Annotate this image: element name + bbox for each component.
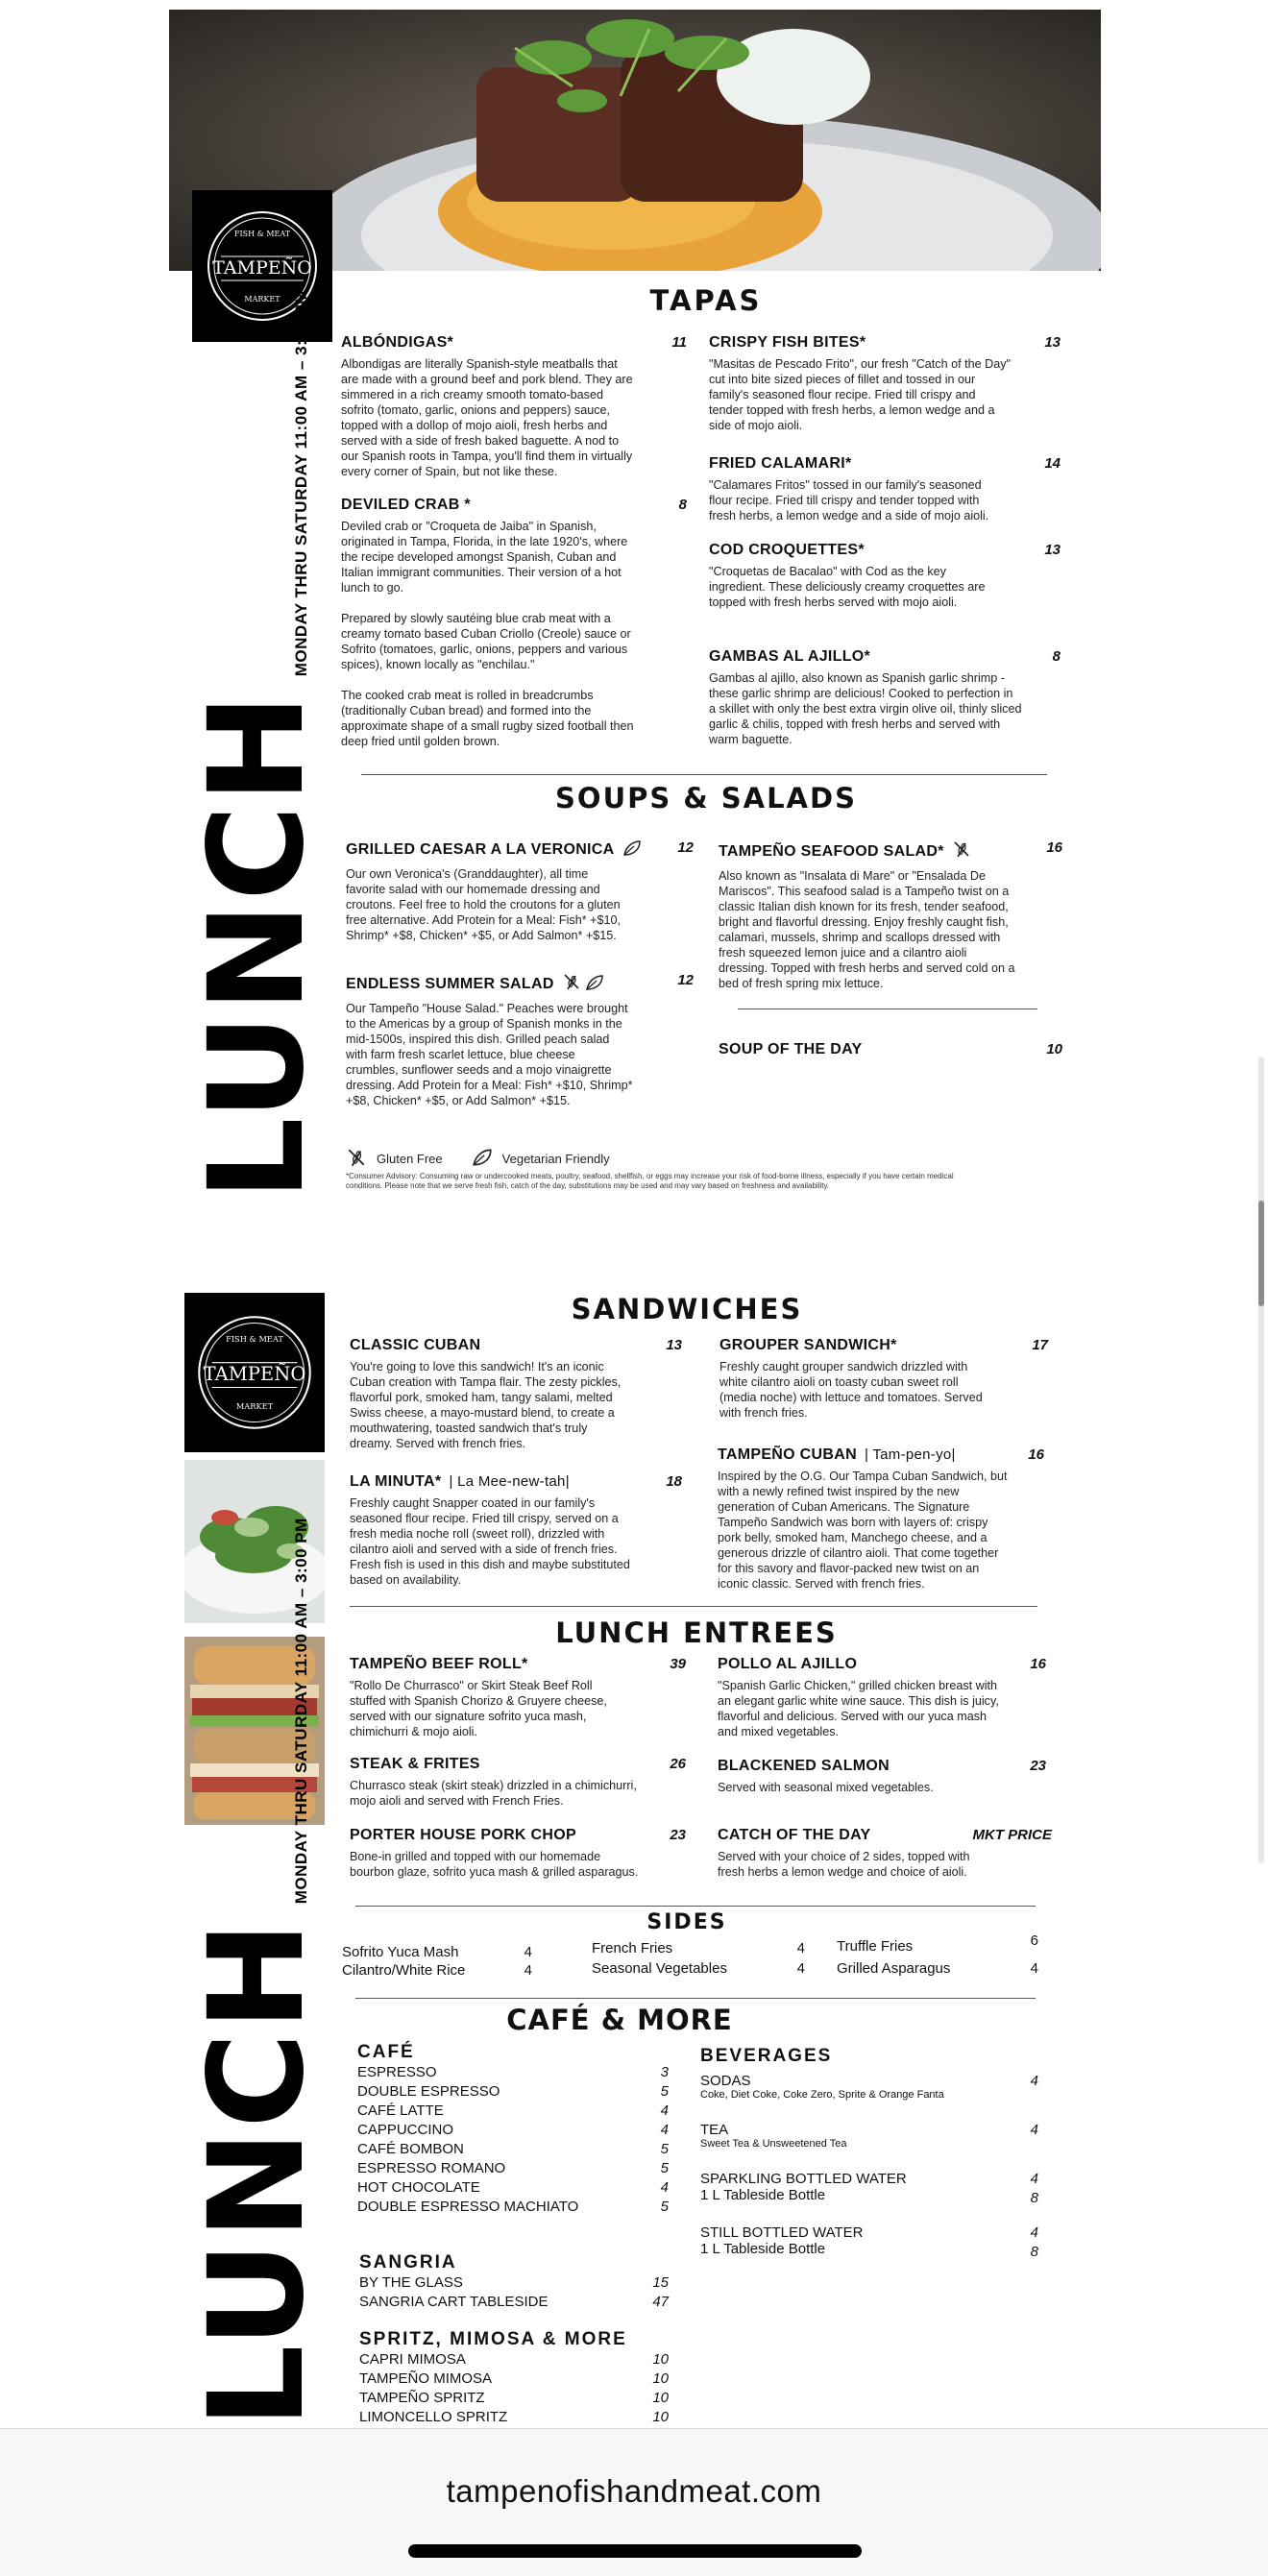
item-name: ALBÓNDIGAS* <box>341 334 454 351</box>
row-name: ESPRESSO <box>357 2064 437 2080</box>
side-name: Seasonal Vegetables <box>592 1960 727 1977</box>
side-item <box>837 1960 1038 1977</box>
item-price: 16 <box>1030 1656 1046 1672</box>
menu-row <box>359 2389 669 2408</box>
side-price: 4 <box>796 1940 805 1956</box>
item-price: 39 <box>670 1656 686 1672</box>
beverage-detail: Coke, Diet Coke, Coke Zero, Sprite & Orange Fanta <box>700 2089 944 2101</box>
logo-ring-top: FISH & MEAT <box>233 230 291 238</box>
menu-row <box>357 2198 669 2217</box>
item-price: 13 <box>1044 334 1061 351</box>
item-description: Our Tampeño "House Salad." Peaches were brought to the Americas by a group of Spanish monks in the mid-1500s, inspired this dish. Grilled peach salad with farm fresh scarlet lettuce, blue cheese crumbles, sunflower seeds and a mojo vinaigrette dressing. Add Protein for a Meal: Fish* +$10, Shrimp* +$8, Chicken* +$5, or Add Salmon* +$15. <box>346 1002 633 1107</box>
row-name: SANGRIA CART TABLESIDE <box>359 2294 549 2310</box>
item-name: STEAK & FRITES <box>350 1756 480 1772</box>
item-description: Freshly caught grouper sandwich drizzled with white cilantro aioli on toasty cuban sweet roll (media noche) with lettuce and tomatoes. Served with french fries. <box>719 1360 983 1420</box>
side-item <box>592 1940 805 1956</box>
tapas-item <box>341 497 687 749</box>
item-description: Churrasco steak (skirt steak) drizzled in a chimichurri, mojo aioli and served with French Fries. <box>350 1779 637 1808</box>
item-price: 23 <box>1030 1758 1046 1774</box>
item-name: GROUPER SANDWICH* <box>719 1337 897 1353</box>
item-description: Bone-in grilled and topped with our homemade bourbon glaze, sofrito yuca mash & grilled asparagus. <box>350 1850 639 1879</box>
item-description: "Croquetas de Bacalao" with Cod as the key ingredient. These deliciously creamy croquettes are topped with fresh herbs served with mojo aioli. <box>709 565 986 609</box>
tapas-item <box>709 542 1061 610</box>
item-name: TAMPEÑO SEAFOOD SALAD* <box>719 843 944 860</box>
item-description: You're going to love this sandwich! It's an iconic Cuban creation with Tampa flair. The zesty pickles, flavorful pork, smoked ham, tangy salami, melted Swiss cheese, a mayo-mustard blend, to create a mouthwatering, toasted sandwich that's truly dreamy. Served with french fries. <box>350 1360 622 1450</box>
item-name: CLASSIC CUBAN <box>350 1337 481 1353</box>
section-divider <box>355 1998 1036 1999</box>
side-name: French Fries <box>592 1940 673 1956</box>
section-divider <box>350 1606 1037 1607</box>
cafe-list <box>357 2042 669 2217</box>
side-name: Truffle Fries <box>837 1938 914 1955</box>
item-price: 10 <box>1046 1041 1062 1057</box>
home-indicator[interactable] <box>408 2544 862 2558</box>
item-name: GRILLED CAESAR A LA VERONICA <box>346 841 615 858</box>
item-name: CATCH OF THE DAY <box>718 1827 871 1843</box>
row-price: 4 <box>660 2122 669 2138</box>
sandwich-item <box>718 1446 1044 1592</box>
lunch-heading: LUNCH <box>182 692 333 1201</box>
item-description: Our own Veronica's (Granddaughter), all time favorite salad with our homemade dressing and croutons. Feel free to hold the croutons for a gluten free alternative. Add Protein for a Meal: Fish* +$10, Shrimp* +$8, Chicken* +$5, or Add Salmon* +$15. <box>346 867 621 942</box>
item-price: 23 <box>670 1827 686 1843</box>
item-name: ENDLESS SUMMER SALAD <box>346 976 554 992</box>
side-price: 4 <box>524 1944 532 1960</box>
side-name: Grilled Asparagus <box>837 1960 951 1977</box>
sandwich-item <box>350 1473 682 1588</box>
gluten-free-icon <box>346 1147 367 1171</box>
menu-row <box>357 2159 669 2178</box>
sangria-list <box>359 2252 669 2312</box>
beverage-detail: 1 L Tableside Bottle <box>700 2241 826 2257</box>
item-description: Freshly caught Snapper coated in our family's seasoned flour recipe. Fried till crispy, served on a fresh media noche roll (sweet roll), drizzled with cilantro aioli and served with a side of french fries. Fresh fish is used in this dish and maybe substituted based on availability. <box>350 1496 630 1587</box>
beverage-price: 4 <box>1030 2073 1038 2089</box>
row-name: CAPPUCCINO <box>357 2122 454 2138</box>
item-description: Gambas al ajillo, also known as Spanish garlic shrimp - these garlic shrimp are delicious! Cooked to perfection in a skillet with only the best extra virgin olive oil, thinly sliced garlic & chilis, topped with fresh herbs and served with warm baguette. <box>709 671 1022 746</box>
side-item <box>342 1962 532 1979</box>
item-name: LA MINUTA* <box>350 1473 442 1490</box>
row-name: TAMPEÑO MIMOSA <box>359 2370 493 2387</box>
item-price: 13 <box>666 1337 682 1353</box>
tapas-item <box>709 455 1061 523</box>
logo-ring-top: FISH & MEAT <box>226 1334 283 1345</box>
row-price: 5 <box>660 2083 669 2100</box>
lunch-entrees-title: LUNCH ENTREES <box>555 1616 838 1649</box>
menu-row <box>359 2369 669 2389</box>
item-price: 13 <box>1044 542 1061 558</box>
item-name: FRIED CALAMARI* <box>709 455 852 472</box>
row-price: 3 <box>660 2064 669 2080</box>
item-price: 14 <box>1044 455 1061 472</box>
row-price: 5 <box>660 2199 669 2215</box>
scrollbar-track[interactable] <box>1258 1057 1264 1863</box>
tapas-item <box>341 334 687 479</box>
item-name: DEVILED CRAB * <box>341 497 471 513</box>
beverage-price: 4 <box>1030 2171 1038 2187</box>
item-price: 17 <box>1032 1337 1048 1353</box>
row-name: DOUBLE ESPRESSO MACHIATO <box>357 2199 579 2215</box>
beverage-name: TEA <box>700 2122 729 2138</box>
salad-item <box>719 839 1062 991</box>
item-description: Served with your choice of 2 sides, topped with fresh herbs a lemon wedge and choice of aioli. <box>718 1850 970 1879</box>
item-name: SOUP OF THE DAY <box>719 1041 863 1057</box>
item-pronunciation: | La Mee-new-tah| <box>449 1473 570 1490</box>
side-name: Sofrito Yuca Mash <box>342 1944 459 1960</box>
item-name: TAMPEÑO CUBAN <box>718 1446 857 1463</box>
gluten-free-icon <box>562 972 581 996</box>
url-address-bar[interactable]: tampenofishandmeat.com <box>446 2473 822 2509</box>
row-price: 10 <box>652 2351 669 2368</box>
item-description: Inspired by the O.G. Our Tampa Cuban Sandwich, but with a newly refined twist inspired by the new generation of Cuban Americans. The Signature Tampeño Sandwich was born with layers of: crispy pork belly, smoked ham, Manchego cheese, and a generous drizzle of cilantro aioli. That come together for this savory and flavor-packed new twist on an iconic classic. Served with french fries. <box>718 1470 1008 1591</box>
entree-item <box>350 1656 686 1739</box>
vegetarian-icon <box>472 1148 493 1170</box>
item-price: 16 <box>1046 839 1062 856</box>
scrollbar-thumb[interactable] <box>1258 1201 1264 1306</box>
entree-item <box>718 1758 1046 1795</box>
spritz-list <box>359 2329 669 2427</box>
beverages-heading: BEVERAGES <box>700 2046 833 2066</box>
entree-item <box>350 1756 686 1809</box>
lunch-vertical-banner <box>182 290 333 1201</box>
row-name: CAFÉ LATTE <box>357 2102 444 2119</box>
item-price: 12 <box>677 839 694 856</box>
beverage-name: STILL BOTTLED WATER <box>700 2224 864 2241</box>
sangria-heading: SANGRIA <box>359 2252 457 2272</box>
row-name: CAPRI MIMOSA <box>359 2351 466 2368</box>
row-name: DOUBLE ESPRESSO <box>357 2083 500 2100</box>
cafe-more-title: CAFÉ & MORE <box>506 2004 733 2036</box>
salad-item <box>346 972 694 1108</box>
lunch-vertical-banner <box>182 1518 333 2428</box>
item-name: COD CROQUETTES* <box>709 542 865 558</box>
row-price: 10 <box>652 2390 669 2406</box>
tapas-item <box>709 648 1061 747</box>
item-name: GAMBAS AL AJILLO* <box>709 648 871 665</box>
beverage-name: SODAS <box>700 2073 751 2089</box>
sandwich-item <box>719 1337 1048 1421</box>
cafe-heading: CAFÉ <box>357 2042 415 2062</box>
row-price: 5 <box>660 2141 669 2157</box>
item-name: BLACKENED SALMON <box>718 1758 890 1774</box>
side-item <box>342 1944 532 1960</box>
gluten-free-icon <box>952 839 971 863</box>
row-name: CAFÉ BOMBON <box>357 2141 464 2157</box>
item-name: CRISPY FISH BITES* <box>709 334 866 351</box>
item-description: Served with seasonal mixed vegetables. <box>718 1781 934 1794</box>
beverage-item <box>700 2073 1038 2101</box>
entree-item <box>718 1827 1052 1880</box>
side-price: 6 <box>1030 1932 1038 1949</box>
logo-wordmark: TAMPEÑO <box>212 257 312 279</box>
lunch-heading: LUNCH <box>182 1919 333 2428</box>
item-description: "Masitas de Pescado Frito", our fresh "Catch of the Day" cut into bite sized pieces of fillet and tossed in our family's seasoned flour recipe. Fried till crispy and tender topped with fresh herbs, a lemon wedge and a side of mojo aioli. <box>709 357 1011 432</box>
item-price: MKT PRICE <box>972 1827 1052 1843</box>
menu-row <box>357 2102 669 2121</box>
beverage-detail: Sweet Tea & Unsweetened Tea <box>700 2138 847 2150</box>
sandwich-item <box>350 1337 682 1451</box>
dietary-legend <box>346 1147 610 1171</box>
logo-ring-bottom: MARKET <box>235 1401 274 1412</box>
lunch-hours: MONDAY THRU SATURDAY 11:00 AM – 3:00 PM <box>292 290 310 677</box>
side-price: 4 <box>1030 1960 1038 1977</box>
item-price: 18 <box>666 1473 682 1490</box>
side-item <box>837 1932 1038 1955</box>
row-name: TAMPEÑO SPRITZ <box>359 2390 485 2406</box>
consumer-advisory: *Consumer Advisory: Consuming raw or undercooked meats, poultry, seafood, shellfish, or eggs may increase your risk of food-borne illness, especially if you have certain medical conditions. Please note that we serve fresh fish, catch of the day, substitutions may be used and may vary based on freshness and availability. <box>346 1172 954 1190</box>
beverage-price: 4 <box>1030 2224 1038 2241</box>
entree-item <box>350 1827 686 1880</box>
item-description: Albondigas are literally Spanish-style meatballs that are made with a ground beef and pork blend. They are simmered in a rich creamy smooth tomato-based sofrito (tomato, garlic, onions and peppers) sauce, topped with a dollop of mojo aioli, fresh herbs and served with a side of fresh baked baguette. A nod to our Spanish roots in Tampa, you'll find them in virtually every corner of Spain, but not like these. <box>341 357 633 478</box>
soups-salads-title: SOUPS & SALADS <box>555 782 857 814</box>
section-divider <box>361 774 1047 775</box>
item-description: "Rollo De Churrasco" or Skirt Steak Beef Roll stuffed with Spanish Chorizo & Gruyere cheese, served with our signature sofrito yuca mash, chimichurri & mojo aioli. <box>350 1679 607 1738</box>
item-name: PORTER HOUSE PORK CHOP <box>350 1827 576 1843</box>
row-name: HOT CHOCOLATE <box>357 2179 480 2196</box>
menu-row <box>359 2408 669 2427</box>
menu-row <box>357 2140 669 2159</box>
beverage-price-bottle: 8 <box>1030 2190 1038 2206</box>
beverage-price: 4 <box>1030 2122 1038 2138</box>
row-price: 10 <box>652 2370 669 2387</box>
menu-row <box>357 2178 669 2198</box>
row-price: 15 <box>652 2274 669 2291</box>
legend-vegetarian-label: Vegetarian Friendly <box>501 1152 610 1166</box>
item-description: "Calamares Fritos" tossed in our family's seasoned flour recipe. Fried till crispy and tender topped with fresh herbs, a lemon wedge and a side of mojo aioli. <box>709 478 989 522</box>
item-price: 8 <box>1052 648 1061 665</box>
spritz-heading: SPRITZ, MIMOSA & MORE <box>359 2329 627 2349</box>
beverage-item <box>700 2224 1038 2260</box>
beverage-name: SPARKLING BOTTLED WATER <box>700 2171 907 2187</box>
vegetarian-icon <box>585 974 604 996</box>
vegetarian-icon <box>622 839 642 862</box>
item-price: 11 <box>671 334 687 351</box>
row-price: 10 <box>652 2409 669 2425</box>
menu-row <box>357 2121 669 2140</box>
row-name: BY THE GLASS <box>359 2274 463 2291</box>
row-price: 4 <box>660 2179 669 2196</box>
menu-row <box>357 2082 669 2102</box>
lunch-hours: MONDAY THRU SATURDAY 11:00 AM – 3:00 PM <box>292 1518 310 1905</box>
row-name: LIMONCELLO SPRITZ <box>359 2409 508 2425</box>
sides-title: SIDES <box>646 1910 727 1934</box>
section-divider <box>355 1906 1036 1907</box>
item-name: POLLO AL AJILLO <box>718 1656 858 1672</box>
row-name: ESPRESSO ROMANO <box>357 2160 506 2176</box>
beverage-detail: 1 L Tableside Bottle <box>700 2187 826 2203</box>
menu-row <box>359 2273 669 2293</box>
legend-gluten-free-label: Gluten Free <box>377 1152 443 1166</box>
beverages-list <box>700 2046 1038 2260</box>
item-name: TAMPEÑO BEEF ROLL* <box>350 1656 528 1672</box>
item-price: 26 <box>670 1756 686 1772</box>
salad-item <box>346 839 694 943</box>
row-price: 4 <box>660 2102 669 2119</box>
tampeno-logo <box>184 1293 325 1452</box>
side-price: 4 <box>524 1962 532 1979</box>
menu-row <box>359 2293 669 2312</box>
side-name: Cilantro/White Rice <box>342 1962 466 1979</box>
item-pronunciation: | Tam-pen-yo| <box>864 1446 956 1463</box>
logo-ring-bottom: MARKET <box>244 295 280 304</box>
item-description: "Spanish Garlic Chicken," grilled chicken breast with an elegant garlic white wine sauce. This dish is juicy, flavorful and delicious. Served with our yuca mash and mixed vegetables. <box>718 1679 999 1738</box>
entree-item <box>718 1656 1046 1739</box>
beverage-price-bottle: 8 <box>1030 2244 1038 2260</box>
tapas-item <box>709 334 1061 433</box>
tapas-title: TAPAS <box>649 284 763 317</box>
soup-item <box>719 1041 1062 1058</box>
beverage-item <box>700 2122 1038 2150</box>
item-description: Deviled crab or "Croqueta de Jaiba" in Spanish, originated in Tampa, Florida, in the late 1920's, where the recipe developed amongst Spanish, Cuban and Italian immigrant communities. Their version of a hot lunch to go. Prepared by slowly sautéing blue crab meat with a creamy tomato based Cuban Criollo (Creole) sauce or Sofrito (tomatoes, garlic, onions, peppers and various spices), known locally as "enchilau." The cooked crab meat is rolled in breadcrumbs (traditionally Cuban bread) and formed into the approximate shape of a small rugby sized football then deep fried until golden brown. <box>341 520 634 748</box>
sandwiches-title: SANDWICHES <box>571 1293 803 1325</box>
row-price: 5 <box>660 2160 669 2176</box>
row-price: 47 <box>652 2294 669 2310</box>
item-price: 8 <box>678 497 687 513</box>
item-description: Also known as "Insalata di Mare" or "Ensalada De Mariscos". This seafood salad is a Tampeño twist on a classic Italian dish known for its fresh, tender seafood, bright and flavorful dressing. Enjoy freshly caught fish, calamari, mussels, shrimp and scallops dressed with fresh squeezed lemon juice and a cilantro aioli dressing. Topped with fresh herbs and served cold on a bed of fresh spring mix lettuce. <box>719 869 1015 990</box>
browser-bottom-bar <box>0 2428 1268 2576</box>
logo-wordmark: TAMPEÑO <box>203 1363 306 1386</box>
item-price: 16 <box>1028 1446 1044 1463</box>
beverage-item <box>700 2171 1038 2206</box>
menu-row <box>357 2063 669 2082</box>
side-item <box>592 1960 805 1977</box>
side-price: 4 <box>796 1960 805 1977</box>
menu-row <box>359 2350 669 2369</box>
item-price: 12 <box>677 972 694 988</box>
